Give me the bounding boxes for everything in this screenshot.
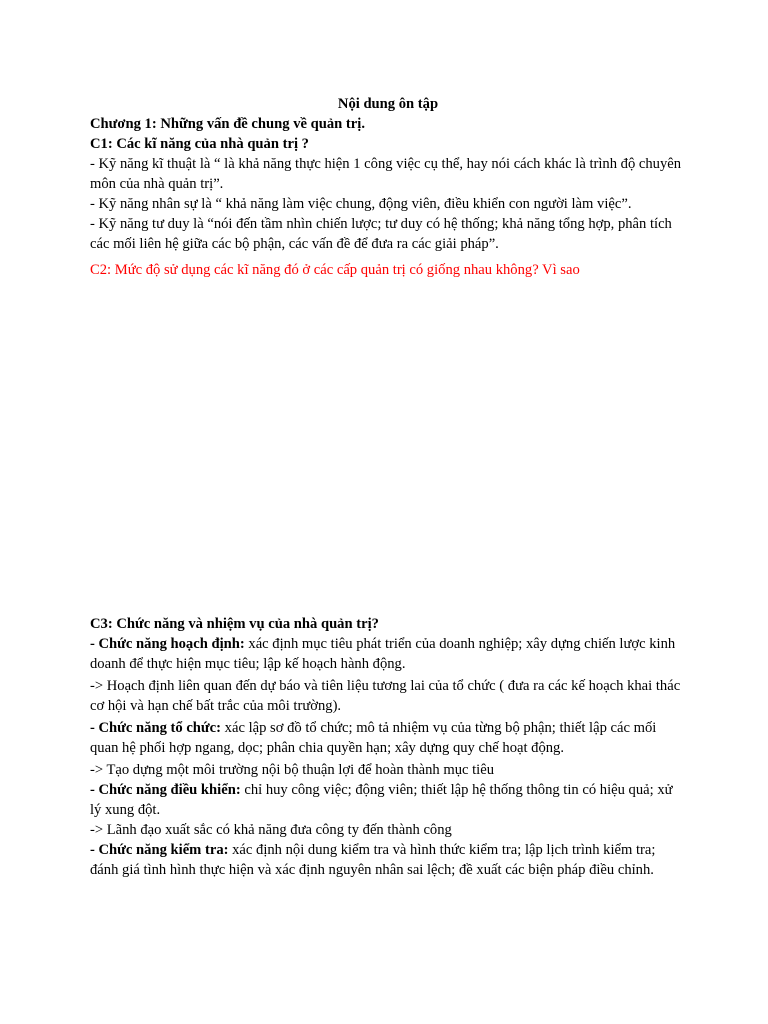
c3-question: C3: Chức năng và nhiệm vụ của nhà quản trị? [90,616,379,632]
c1-item-human: - Kỹ năng nhân sự là “ khả năng làm việc chung, động viên, điều khiển con người làm việc”. [90,196,632,212]
c2-question: C2: Mức độ sử dụng các kĩ năng đó ở các cấp quản trị có giống nhau không? Vì sao [90,262,580,278]
function-controlling-text: xác định nội dung kiểm tra và hình thức kiểm tra; lập lịch trình kiểm tra; đánh giá tình hình thực hiện và xác định nguyên nhân sai lệch; đề xuất các biện pháp điều chỉnh. [90,842,656,878]
function-organizing-label: - Chức năng tổ chức: [90,720,222,736]
function-organizing-note: -> Tạo dựng một môi trường nội bộ thuận lợi để hoàn thành mục tiêu [90,762,495,778]
function-planning-label: - Chức năng hoạch định: [90,636,245,652]
function-organizing [90,718,686,758]
chapter-heading: Chương 1: Những vấn đề chung về quản trị. [90,116,365,132]
function-leading-note: -> Lãnh đạo xuất sắc có khả năng đưa công ty đến thành công [90,822,452,838]
function-leading [90,780,686,820]
c1-item-technical: - Kỹ năng kĩ thuật là “ là khả năng thực hiện 1 công việc cụ thể, hay nói cách khác là trình độ chuyên môn của nhà quản trị”. [90,156,682,192]
c1-item-conceptual: - Kỹ năng tư duy là “nói đến tầm nhìn chiến lược; tư duy có hệ thống; khả năng tổng hợp, phân tích các mối liên hệ giữa các bộ phận, các vấn đề để đưa ra các giải pháp”. [90,216,672,252]
function-controlling-label: - Chức năng kiểm tra: [90,842,229,858]
function-organizing-text: xác lập sơ đồ tổ chức; mô tả nhiệm vụ của từng bộ phận; thiết lập các mối quan hệ phối hợp ngang, dọc; phân chia quyền hạn; xây dựng quy chế hoạt động. [90,720,657,756]
function-planning-text: xác định mục tiêu phát triển của doanh nghiệp; xây dựng chiến lược kinh doanh để thực hiện mục tiêu; lập kế hoạch hành động. [90,636,676,672]
function-planning [90,634,686,674]
document-title: Nội dung ôn tập [337,96,439,112]
function-controlling [90,840,686,880]
function-leading-text: chỉ huy công việc; động viên; thiết lập hệ thống thông tin có hiệu quả; xử lý xung đột. [90,782,673,818]
c1-question: C1: Các kĩ năng của nhà quản trị ? [90,136,309,152]
blank-space [90,280,686,614]
function-planning-note: -> Hoạch định liên quan đến dự báo và tiên liệu tương lai của tổ chức ( đưa ra các kế hoạch khai thác cơ hội và hạn chế bất trắc của môi trường). [90,678,681,714]
function-leading-label: - Chức năng điều khiển: [90,782,241,798]
document-page [90,94,686,880]
